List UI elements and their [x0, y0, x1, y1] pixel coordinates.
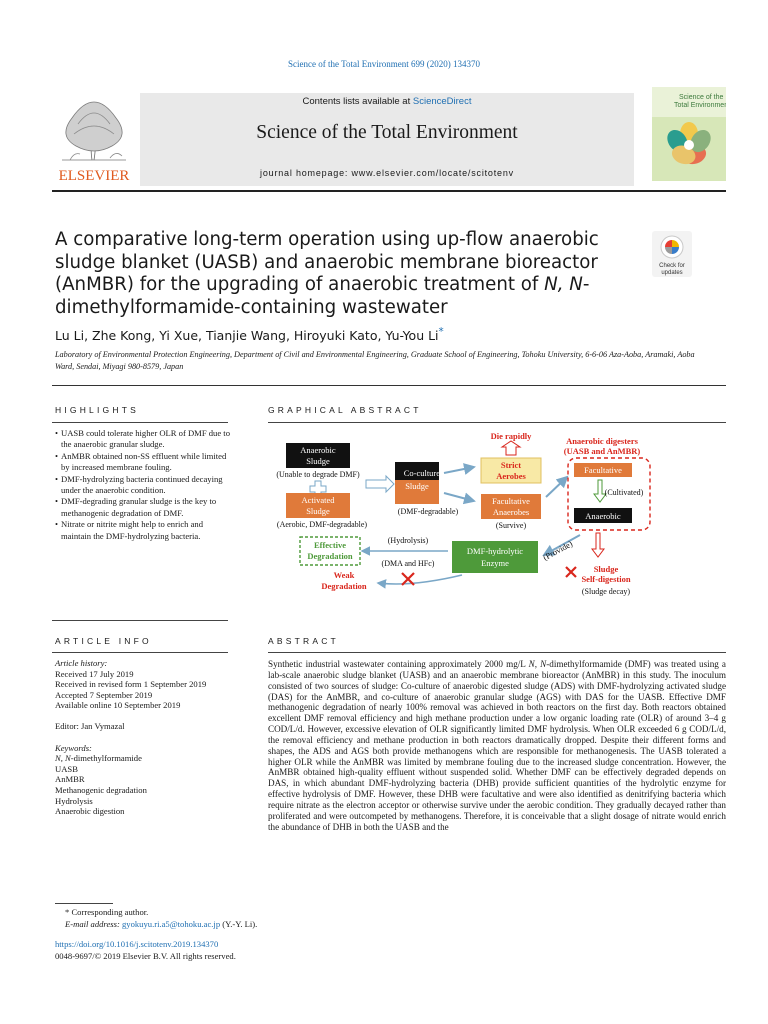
ga-label: Anaerobic digesters [566, 436, 638, 446]
ga-label: Enzyme [481, 558, 509, 568]
history-entry: Received in revised form 1 September 2019 [55, 679, 207, 690]
article-title: A comparative long-term operation using up-flow anaerobic sludge blanket (UASB) and anaerobic membrane bioreactor (AnMBR) for the upgrading of anaerobic treatment of N, N-dimethylformamide-containing wastewater [55, 229, 599, 319]
ga-label: Sludge [306, 456, 330, 466]
down-arrow-icon [592, 533, 604, 557]
contents-prefix: Contents lists available at [302, 96, 413, 107]
highlights-list [55, 428, 233, 542]
affiliation-divider [52, 385, 726, 386]
ga-label: Sludge [593, 564, 619, 574]
footnote-rule [55, 903, 113, 904]
doi-link[interactable]: https://doi.org/10.1016/j.scitotenv.2019.134370 [55, 939, 219, 949]
highlight-item: • AnMBR obtained non-SS effluent while limited by increased membrane fouling. [55, 451, 233, 474]
email-line: E-mail address: gyokuyu.ri.a5@tohoku.ac.jp (Y.-Y. Li). [65, 918, 258, 929]
ga-label: Anaerobes [492, 507, 530, 517]
author-affiliation: Laboratory of Environmental Protection Engineering, Department of Civil and Environmental Engineering, Graduate School of Engineering, Tohoku University, 6-6-06 Aza-Aoba, Aramaki, Aoba Ward, Sendai, Miyagi 980-8579, Japan [55, 350, 695, 371]
article-info-rule [52, 652, 228, 653]
highlight-item: • DMF-degrading granular sludge is the key to methanogenic degradation of DMF. [55, 496, 233, 519]
ga-label: (UASB and AnMBR) [563, 446, 641, 456]
corresponding-author-mark[interactable]: * [438, 326, 444, 338]
ga-label: Activated [301, 495, 335, 505]
highlight-item: • UASB could tolerate higher OLR of DMF due to the anaerobic granular sludge. [55, 428, 233, 451]
ga-label: (Sludge decay) [581, 587, 631, 596]
graphical-abstract-figure [262, 425, 658, 601]
ga-label: Self-digestion [581, 574, 631, 584]
graphical-abstract-heading: GRAPHICAL ABSTRACT [268, 405, 422, 415]
arrow-icon [366, 476, 394, 492]
keywords-label: Keywords: [55, 742, 92, 753]
ga-label: Aerobes [496, 471, 526, 481]
ga-label: Anaerobic [585, 511, 621, 521]
highlight-item: • Nitrate or nitrite might help to enrich and maintain the DMF-hydrolyzing bacteria. [55, 519, 233, 542]
check-for-updates-badge[interactable] [652, 231, 692, 277]
abstract-heading: ABSTRACT [268, 636, 339, 646]
highlights-rule [52, 422, 228, 423]
history-entry: Available online 10 September 2019 [55, 700, 181, 711]
author-list: Lu Li, Zhe Kong, Yi Xue, Tianjie Wang, Hiroyuki Kato, Yu-You Li* [55, 326, 444, 344]
ga-label: (Survive) [495, 521, 527, 530]
editor-line: Editor: Jan Vymazal [55, 720, 125, 731]
ga-label: (Unable to degrade DMF) [276, 470, 360, 479]
article-info-heading: ARTICLE INFO [55, 636, 152, 646]
highlights-bottom-rule [52, 620, 228, 621]
svg-text:updates: updates [661, 270, 683, 276]
ga-label: Weak [333, 570, 355, 580]
footnotes [55, 907, 455, 962]
journal-cover-thumbnail[interactable] [652, 87, 726, 181]
ga-label: Degradation [307, 551, 353, 561]
email-link[interactable]: gyokuyu.ri.a5@tohoku.ac.jp [121, 918, 221, 929]
keyword: AnMBR [55, 774, 85, 785]
ga-label: (Aerobic, DMF-degradable) [276, 520, 368, 529]
graphical-abstract-rule [268, 422, 726, 423]
highlights-heading: HIGHLIGHTS [55, 405, 139, 415]
ga-label: Co-cultured [403, 468, 445, 478]
ga-label: Strict [500, 460, 522, 470]
ga-label: DMF-hydrolytic [466, 546, 524, 556]
article-history-label: Article history: [55, 658, 108, 668]
ga-label: Facultative [492, 496, 530, 506]
journal-homepage-link[interactable]: journal homepage: www.elsevier.com/locate/scitotenv [260, 168, 514, 178]
abstract-text: Synthetic industrial wastewater containing approximately 2000 mg/L N, N-dimethylformamide (DMF) was treated using a lab-scale anaerobic sludge blanket (UASB) and an anaerobic membrane bioreactor (AnMBR) in this study. The inoculum consisted of two sources of sludge: Co-culture of anaerobic digested sludge (ADS) with DMF-hydrolyzing activated sludge (DAS) for the AnMBR, and co-culture of anaerobic granular sludge (AGS) with DAS for the UASB. Effective DMF methanogenic degradation of nearly 100% removal was achieved in both reactors on the first day. Both reactors obtained excellent DMF removal efficiency and high methane production under a low organic loading rate (OLR) of around 3–4 g COD/L/d. However, excessive elevation of OLR significantly limited DMF hydrolysis. When OLR exceeded 6 g COD/L/d, the removal efficiency and methane production in both reactors dramatically dropped. Despite their different forms and shapes, the ADS and AGS both provide methanogens which are responsible for methanogenesis. The UASB tolerated a higher OLR while the AnMBR was limited by membrane fouling due to the increased sludge concentration. However, the AnMBR obtained high-quality effluent without suspended solid. Whether DMF can be effectively degraded depends on DAS, in which abundant DMF-hydrolyzing bacteria (DHB) provide sufficient quantities of the hydrolytic enzyme for effective hydrolysis of DMF. However, these DHB were facultative and were also identified as denitrifying bacteria which require nitrate as the electron acceptor or otherwise survive under the aerobic condition. They gradually decayed rather than proliferated and were outcompeted by methanogens. Therefore, it is conceivable that a slight dosage of nitrate would enrich the abundance of DHB in both the UASB and the [268, 659, 726, 832]
cross-icon [566, 567, 576, 577]
svg-text:Science of the: Science of the [679, 94, 724, 101]
elsevier-logo [52, 88, 136, 186]
ga-label: Degradation [321, 581, 367, 591]
ga-label: Effective [313, 540, 347, 550]
ga-label: Anaerobic [300, 445, 336, 455]
ga-label: Sludge [306, 506, 330, 516]
ga-label: Facultative [584, 465, 622, 475]
ga-label: Sludge [405, 481, 429, 491]
svg-text:Total Environment: Total Environment [674, 102, 726, 109]
corresponding-author-note: * Corresponding author. [65, 907, 149, 917]
ga-label: (Cultivated) [604, 488, 644, 497]
keyword: Methanogenic degradation [55, 784, 147, 795]
keyword: N, N-dimethylformamide [55, 753, 142, 764]
keyword: Anaerobic digestion [55, 806, 125, 817]
ga-label: (DMA and HFc) [381, 559, 435, 568]
keyword: UASB [55, 763, 78, 774]
keyword: Hydrolysis [55, 795, 93, 806]
svg-text:Check for: Check for [659, 263, 685, 269]
sciencedirect-link[interactable]: ScienceDirect [412, 96, 472, 107]
up-arrow-icon [502, 441, 520, 455]
ga-label: Die rapidly [490, 431, 532, 441]
history-entry: Accepted 7 September 2019 [55, 689, 153, 700]
contents-availability-line [140, 96, 634, 107]
header-divider [52, 190, 726, 192]
elsevier-wordmark: ELSEVIER [58, 168, 130, 184]
copyright-line: 0048-9697/© 2019 Elsevier B.V. All rights reserved. [55, 950, 236, 961]
abstract-rule [268, 652, 726, 653]
journal-citation-link[interactable]: Science of the Total Environment 699 (2020) 134370 [288, 59, 480, 69]
article-info-block [55, 658, 231, 817]
ga-label: (Hydrolysis) [387, 536, 429, 545]
journal-title: Science of the Total Environment [256, 122, 518, 143]
highlight-item: • DMF-hydrolyzing bacteria continued decaying under the anaerobic condition. [55, 474, 233, 497]
ga-label: (DMF-degradable) [397, 507, 459, 516]
ga-label: (Provide) [541, 538, 575, 563]
history-entry: Received 17 July 2019 [55, 668, 134, 679]
